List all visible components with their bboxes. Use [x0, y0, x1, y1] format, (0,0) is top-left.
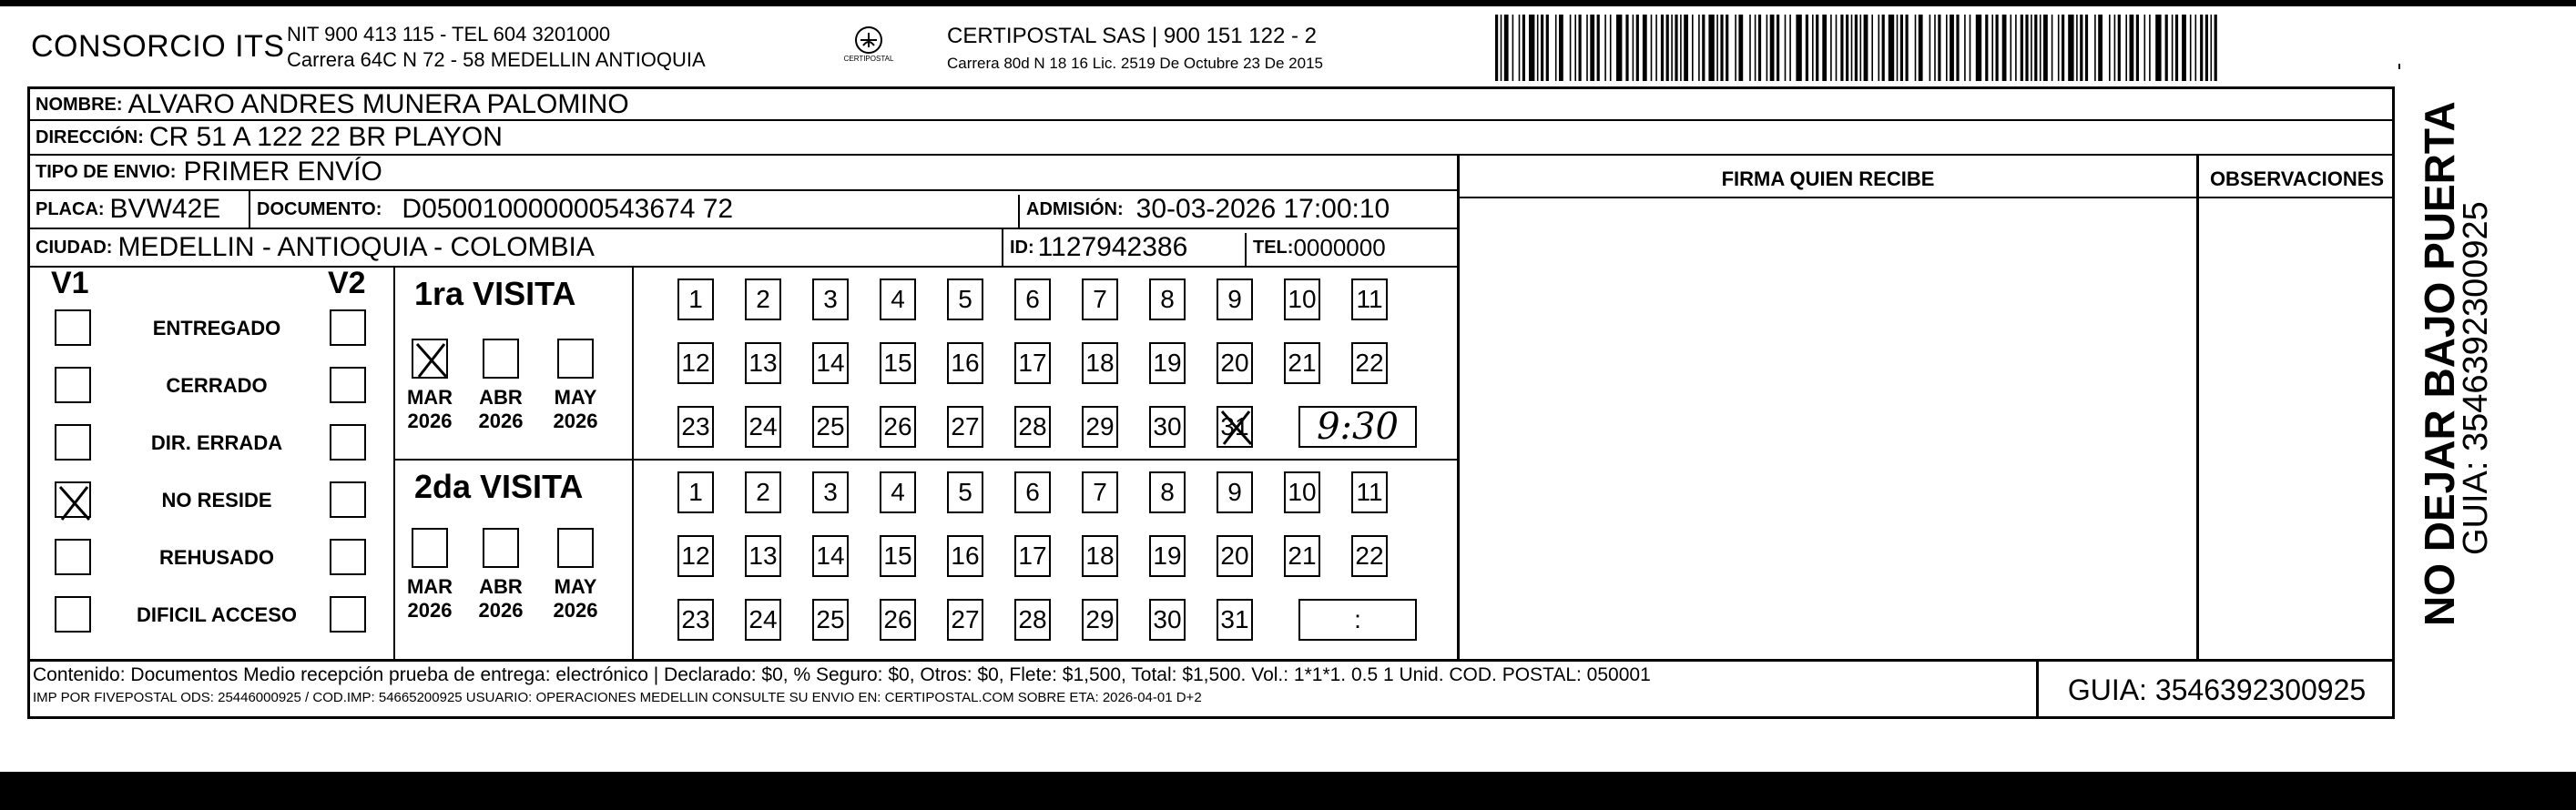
first-day-box[interactable]: 10	[1284, 278, 1320, 320]
documento-value: D050010000000543674 72	[402, 194, 734, 224]
barcode-bar	[2118, 15, 2121, 81]
barcode-bar	[2182, 15, 2186, 81]
second-day-box[interactable]: 2	[745, 471, 781, 513]
barcode-bar	[1671, 15, 1673, 81]
first-day-box[interactable]: 21	[1284, 342, 1320, 384]
status-label: ENTREGADO	[152, 317, 281, 339]
barcode-bar	[2130, 15, 2134, 81]
barcode-bar	[1785, 15, 1787, 81]
admision-cell	[1021, 191, 1458, 228]
barcode-bar	[2195, 15, 2197, 81]
barcode-bar	[1716, 15, 1718, 81]
barcode-bar	[1559, 15, 1563, 81]
first-day-box[interactable]: 23	[677, 406, 714, 448]
id-value: 1127942386	[1037, 232, 1188, 262]
barcode-bar	[1541, 15, 1543, 81]
direccion-label: DIRECCIÓN:	[36, 127, 144, 147]
barcode-bar	[1501, 15, 1502, 81]
first-day-box[interactable]: 1	[677, 278, 714, 320]
second-year-label: 2026	[478, 599, 524, 622]
barcode-bar	[1879, 15, 1880, 81]
second-day-box[interactable]: 29	[1082, 599, 1118, 641]
barcode-bar	[2098, 15, 2103, 81]
cell-divider	[1002, 229, 1003, 266]
observaciones-title: OBSERVACIONES	[2209, 167, 2385, 190]
first-month-label: MAR	[406, 386, 453, 409]
second-year-label: 2026	[553, 599, 598, 622]
status-divider	[393, 266, 395, 661]
barcode-bar	[1633, 15, 1634, 81]
second-day-box[interactable]: 27	[947, 599, 983, 641]
barcode-bar	[1643, 15, 1647, 81]
barcode-bar	[2085, 15, 2088, 81]
second-day-box[interactable]: 23	[677, 599, 714, 641]
nombre-label: NOMBRE:	[36, 94, 123, 115]
company-nit: NIT 900 413 115 - TEL 604 3201000	[287, 23, 611, 46]
barcode-bar	[1816, 15, 1818, 81]
barcode-bar	[2058, 15, 2060, 81]
top-border-line	[0, 0, 2576, 6]
second-day-box[interactable]: 22	[1351, 535, 1388, 577]
visit-separator	[393, 459, 1457, 461]
barcode-bar	[1616, 15, 1622, 81]
first-day-box[interactable]: 8	[1149, 278, 1186, 320]
tel-cell	[1247, 229, 1457, 266]
barcode-bar	[1604, 15, 1606, 81]
barcode-bar	[1504, 15, 1509, 81]
second-day-box[interactable]: 11	[1351, 471, 1388, 513]
barcode-bar	[1929, 15, 1931, 81]
barcode-bar	[1777, 15, 1779, 81]
barcode-bar	[1812, 15, 1814, 81]
placa-cell	[30, 191, 249, 228]
second-day-box[interactable]: 16	[947, 535, 983, 577]
barcode-bar	[1855, 15, 1858, 81]
barcode-bar	[1586, 15, 1588, 81]
barcode-bar	[1906, 15, 1909, 81]
second-visit-title: 2da VISITA	[414, 468, 584, 505]
first-day-box[interactable]: 24	[745, 406, 781, 448]
v2-checkbox[interactable]	[330, 309, 366, 346]
barcode-bar	[2200, 15, 2203, 81]
first-month-checkbox[interactable]	[557, 339, 594, 379]
barcode-bar	[1806, 15, 1808, 81]
barcode-bar	[2109, 15, 2111, 81]
id-label: ID:	[1010, 237, 1034, 258]
first-day-box[interactable]: 12	[677, 342, 714, 384]
first-month-checkbox[interactable]	[483, 339, 519, 379]
status-label: CERRADO	[166, 374, 268, 397]
first-day-box[interactable]: 17	[1014, 342, 1051, 384]
second-day-box[interactable]: 31	[1217, 599, 1253, 641]
barcode-bar	[1537, 15, 1539, 81]
barcode-bar	[2062, 15, 2064, 81]
barcode-bar	[1871, 15, 1873, 81]
first-day-box[interactable]: 15	[880, 342, 916, 384]
second-day-box[interactable]: 8	[1149, 471, 1186, 513]
barcode-bar	[1735, 15, 1736, 81]
ciudad-label: CIUDAD:	[36, 237, 113, 258]
second-month-label: ABR	[479, 575, 523, 598]
barcode-bar	[2052, 15, 2053, 81]
barcode-bar	[2025, 15, 2028, 81]
footer-content: Contenido: Documentos Medio recepción prueba de entrega: electrónico | Declarado: $0, % Seguro: $0, Otros: $0, Flete: $1,500, Total: $1,500. Vol.: 1*1*1. 0.5 1 Unid. COD. POSTAL: 050001	[33, 664, 1651, 685]
v2-checkbox[interactable]	[330, 539, 366, 575]
barcode-bar	[1702, 15, 1705, 81]
first-day-box[interactable]: 13	[745, 342, 781, 384]
barcode-bar	[1900, 15, 1903, 81]
footer-print-info: IMP POR FIVEPOSTAL ODS: 25446000925 / COD.IMP: 54665200925 USUARIO: OPERACIONES MEDELLIN CONSULTE SU ENVIO EN: CERTIPOSTAL.COM SOBRE ETA: 2026-04-01 D+2	[33, 690, 1202, 705]
first-month-label: ABR	[479, 386, 523, 409]
company-address: Carrera 64C N 72 - 58 MEDELLIN ANTIOQUIA	[287, 48, 706, 71]
v1-checkbox[interactable]	[55, 539, 91, 575]
admision-label: ADMISIÓN:	[1026, 198, 1124, 219]
barcode-bar	[2076, 15, 2078, 81]
barcode-bar	[2149, 15, 2151, 81]
second-day-box[interactable]: 24	[745, 599, 781, 641]
barcode-bar	[2011, 15, 2012, 81]
second-day-box[interactable]: 7	[1082, 471, 1118, 513]
barcode-bar	[1938, 15, 1940, 81]
barcode-bar	[1655, 15, 1657, 81]
barcode-bar	[1956, 15, 1959, 81]
barcode-bar	[1840, 15, 1843, 81]
placa-value: BVW42E	[109, 194, 221, 224]
barcode-bar	[1985, 15, 1988, 81]
barcode-bar	[2114, 15, 2116, 81]
firma-left-border	[1457, 156, 1460, 661]
v1-checkbox[interactable]	[55, 309, 91, 346]
barcode-bar	[1546, 15, 1549, 81]
first-day-box[interactable]: 11	[1351, 278, 1388, 320]
barcode-bar	[1991, 15, 1993, 81]
v1-checkbox[interactable]	[55, 481, 91, 518]
v1-checkbox[interactable]	[55, 596, 91, 633]
status-label: DIR. ERRADA	[150, 431, 283, 454]
row-divider	[27, 266, 1457, 268]
barcode-bar	[1666, 15, 1669, 81]
first-day-box[interactable]: 31	[1217, 406, 1253, 448]
company-name: CONSORCIO ITS	[31, 29, 285, 64]
barcode-bar	[1522, 15, 1525, 81]
first-day-box[interactable]: 9	[1217, 278, 1253, 320]
barcode-bar	[1555, 15, 1557, 81]
first-month-checkbox[interactable]	[412, 339, 448, 379]
barcode-bar	[1970, 15, 1971, 81]
barcode-bar	[1950, 15, 1954, 81]
barcode	[1495, 15, 2219, 81]
v1-checkbox[interactable]	[55, 367, 91, 403]
barcode-bar	[1919, 15, 1923, 81]
side-warning: NO DEJAR BAJO PUERTA	[2416, 101, 2463, 626]
first-day-box[interactable]: 26	[880, 406, 916, 448]
second-day-box[interactable]: 19	[1149, 535, 1186, 577]
barcode-bar	[1851, 15, 1853, 81]
second-day-box[interactable]: 5	[947, 471, 983, 513]
v2-checkbox[interactable]	[330, 481, 366, 518]
second-day-box[interactable]: 12	[677, 535, 714, 577]
barcode-bar	[2043, 15, 2048, 81]
ciudad-value: MEDELLIN - ANTIOQUIA - COLOMBIA	[117, 232, 595, 262]
ciudad-cell	[30, 229, 1004, 266]
tipo-row	[30, 156, 1451, 188]
second-day-box[interactable]: 1	[677, 471, 714, 513]
barcode-bar	[1864, 15, 1868, 81]
check-mark-icon	[56, 483, 93, 523]
direccion-value: CR 51 A 122 22 BR PLAYON	[148, 122, 503, 152]
barcode-bar	[2080, 15, 2082, 81]
check-mark-icon	[413, 340, 450, 380]
barcode-bar	[1796, 15, 1801, 81]
barcode-bar	[1597, 15, 1600, 81]
placa-label: PLACA:	[36, 198, 105, 219]
barcode-bar	[1758, 15, 1761, 81]
tipo-label: TIPO DE ENVIO:	[36, 161, 177, 182]
second-day-box[interactable]: 30	[1149, 599, 1186, 641]
first-time-box[interactable]: 9:30	[1298, 406, 1417, 448]
company-nit-address	[287, 22, 706, 73]
barcode-bar	[1830, 15, 1832, 81]
barcode-bar	[1749, 15, 1751, 81]
barcode-bar	[2040, 15, 2041, 81]
barcode-bar	[1946, 15, 1948, 81]
side-tick	[2398, 64, 2400, 69]
barcode-bar	[1726, 15, 1728, 81]
first-day-box[interactable]: 28	[1014, 406, 1051, 448]
barcode-bar	[1579, 15, 1582, 81]
barcode-bar	[1996, 15, 1999, 81]
barcode-bar	[1964, 15, 1966, 81]
barcode-bar	[2002, 15, 2007, 81]
barcode-bar	[1934, 15, 1936, 81]
logo-caption: CERTIPOSTAL	[843, 55, 894, 63]
barcode-bar	[1675, 15, 1677, 81]
barcode-bar	[1755, 15, 1756, 81]
second-day-box[interactable]: 13	[745, 535, 781, 577]
barcode-bar	[2031, 15, 2032, 81]
first-day-box[interactable]: 29	[1082, 406, 1118, 448]
barcode-bar	[2125, 15, 2127, 81]
barcode-bar	[2021, 15, 2023, 81]
check-mark-icon	[1218, 408, 1255, 448]
barcode-bar	[2094, 15, 2096, 81]
side-guia: GUIA: 3546392300925	[2457, 201, 2495, 555]
first-day-box[interactable]: 4	[880, 278, 916, 320]
barcode-bar	[1610, 15, 1612, 81]
v2-checkbox[interactable]	[330, 367, 366, 403]
barcode-bar	[1574, 15, 1576, 81]
cell-divider	[1245, 233, 1247, 266]
first-day-box[interactable]: 30	[1149, 406, 1186, 448]
second-day-box[interactable]: 18	[1082, 535, 1118, 577]
obs-left-border	[2196, 156, 2199, 661]
status-label: REHUSADO	[159, 546, 274, 569]
cell-divider	[249, 191, 250, 228]
barcode-bar	[1512, 15, 1514, 81]
barcode-bar	[1915, 15, 1917, 81]
second-year-label: 2026	[407, 599, 453, 622]
barcode-bar	[1836, 15, 1838, 81]
barcode-bar	[1897, 15, 1899, 81]
second-day-box[interactable]: 26	[880, 599, 916, 641]
v2-checkbox[interactable]	[330, 424, 366, 461]
second-day-box[interactable]: 3	[812, 471, 849, 513]
barcode-bar	[2175, 15, 2178, 81]
nombre-value: ALVARO ANDRES MUNERA PALOMINO	[127, 89, 629, 119]
status-label: NO RESIDE	[161, 489, 272, 511]
first-day-box[interactable]: 14	[812, 342, 849, 384]
barcode-bar	[1529, 15, 1534, 81]
bottom-border	[0, 772, 2576, 810]
v1-checkbox[interactable]	[55, 424, 91, 461]
first-day-box[interactable]: 22	[1351, 342, 1388, 384]
certipostal-address: Carrera 80d N 18 16 Lic. 2519 De Octubre 23 De 2015	[947, 55, 1323, 72]
direccion-row	[30, 121, 2370, 154]
barcode-bar	[2172, 15, 2174, 81]
second-month-checkbox[interactable]	[557, 528, 594, 568]
second-month-label: MAY	[554, 575, 597, 598]
barcode-bar	[1495, 15, 1498, 81]
second-time-box[interactable]: :	[1298, 599, 1417, 641]
second-day-box[interactable]: 10	[1284, 471, 1320, 513]
second-day-box[interactable]: 15	[880, 535, 916, 577]
barcode-bar	[1976, 15, 1981, 81]
first-month-label: MAY	[554, 386, 597, 409]
visit-divider	[632, 266, 634, 661]
first-day-box[interactable]: 5	[947, 278, 983, 320]
nombre-row	[30, 89, 2370, 120]
barcode-bar	[1684, 15, 1688, 81]
barcode-bar	[2215, 15, 2217, 81]
barcode-bar	[1698, 15, 1700, 81]
certipostal-name: CERTIPOSTAL SAS | 900 151 122 - 2	[947, 24, 1317, 48]
first-day-box[interactable]: 19	[1149, 342, 1186, 384]
barcode-bar	[2205, 15, 2208, 81]
first-day-box[interactable]: 2	[745, 278, 781, 320]
tipo-value: PRIMER ENVÍO	[183, 157, 382, 187]
first-year-label: 2026	[478, 410, 524, 432]
barcode-bar	[1882, 15, 1885, 81]
barcode-bar	[1720, 15, 1723, 81]
first-year-label: 2026	[553, 410, 598, 432]
first-day-box[interactable]: 6	[1014, 278, 1051, 320]
second-month-checkbox[interactable]	[483, 528, 519, 568]
barcode-bar	[2144, 15, 2146, 81]
first-year-label: 2026	[407, 410, 453, 432]
footer-guia: GUIA: 3546392300925	[2036, 661, 2395, 719]
first-day-box[interactable]: 16	[947, 342, 983, 384]
cell-divider	[1018, 195, 1020, 228]
barcode-bar	[1767, 15, 1768, 81]
barcode-bar	[1789, 15, 1791, 81]
barcode-bar	[1770, 15, 1775, 81]
id-cell	[1004, 229, 1241, 266]
second-day-box[interactable]: 17	[1014, 535, 1051, 577]
barcode-bar	[1590, 15, 1594, 81]
v2-header: V2	[328, 266, 366, 300]
barcode-bar	[2211, 15, 2213, 81]
barcode-bar	[1860, 15, 1862, 81]
firma-title: FIRMA QUIEN RECIBE	[1721, 167, 1935, 190]
barcode-bar	[1570, 15, 1572, 81]
status-label: DIFICIL ACCESO	[136, 603, 297, 626]
barcode-bar	[1661, 15, 1664, 81]
barcode-bar	[1651, 15, 1653, 81]
second-day-box[interactable]: 20	[1217, 535, 1253, 577]
first-day-box[interactable]: 27	[947, 406, 983, 448]
second-day-box[interactable]: 4	[880, 471, 916, 513]
barcode-bar	[2015, 15, 2017, 81]
first-day-box[interactable]: 20	[1217, 342, 1253, 384]
first-visit-title: 1ra VISITA	[414, 275, 576, 312]
firma-header-line	[1457, 197, 2395, 198]
barcode-bar	[2165, 15, 2168, 81]
documento-cell	[251, 191, 1016, 228]
barcode-bar	[2068, 15, 2073, 81]
second-month-checkbox[interactable]	[412, 528, 448, 568]
first-day-box[interactable]: 3	[812, 278, 849, 320]
v1-header: V1	[51, 266, 89, 300]
second-day-box[interactable]: 6	[1014, 471, 1051, 513]
barcode-bar	[2034, 15, 2037, 81]
tel-label: TEL:	[1253, 237, 1294, 258]
first-day-box[interactable]: 7	[1082, 278, 1118, 320]
barcode-bar	[1680, 15, 1682, 81]
barcode-bar	[1708, 15, 1714, 81]
first-day-box[interactable]: 18	[1082, 342, 1118, 384]
second-day-box[interactable]: 28	[1014, 599, 1051, 641]
barcode-bar	[1692, 15, 1694, 81]
barcode-bar	[2136, 15, 2139, 81]
first-day-box[interactable]: 25	[812, 406, 849, 448]
admision-value: 30-03-2026 17:00:10	[1135, 194, 1390, 224]
second-month-label: MAR	[406, 575, 453, 598]
second-day-box[interactable]: 9	[1217, 471, 1253, 513]
tel-value: 0000000	[1293, 233, 1386, 261]
barcode-bar	[1519, 15, 1521, 81]
second-day-box[interactable]: 25	[812, 599, 849, 641]
barcode-bar	[1636, 15, 1639, 81]
barcode-bar	[2155, 15, 2161, 81]
documento-label: DOCUMENTO:	[257, 198, 382, 219]
second-day-box[interactable]: 14	[812, 535, 849, 577]
barcode-bar	[2190, 15, 2192, 81]
barcode-bar	[1846, 15, 1848, 81]
second-day-box[interactable]: 21	[1284, 535, 1320, 577]
v2-checkbox[interactable]	[330, 596, 366, 633]
barcode-bar	[1738, 15, 1743, 81]
barcode-bar	[1889, 15, 1894, 81]
barcode-bar	[1822, 15, 1827, 81]
barcode-bar	[1625, 15, 1628, 81]
